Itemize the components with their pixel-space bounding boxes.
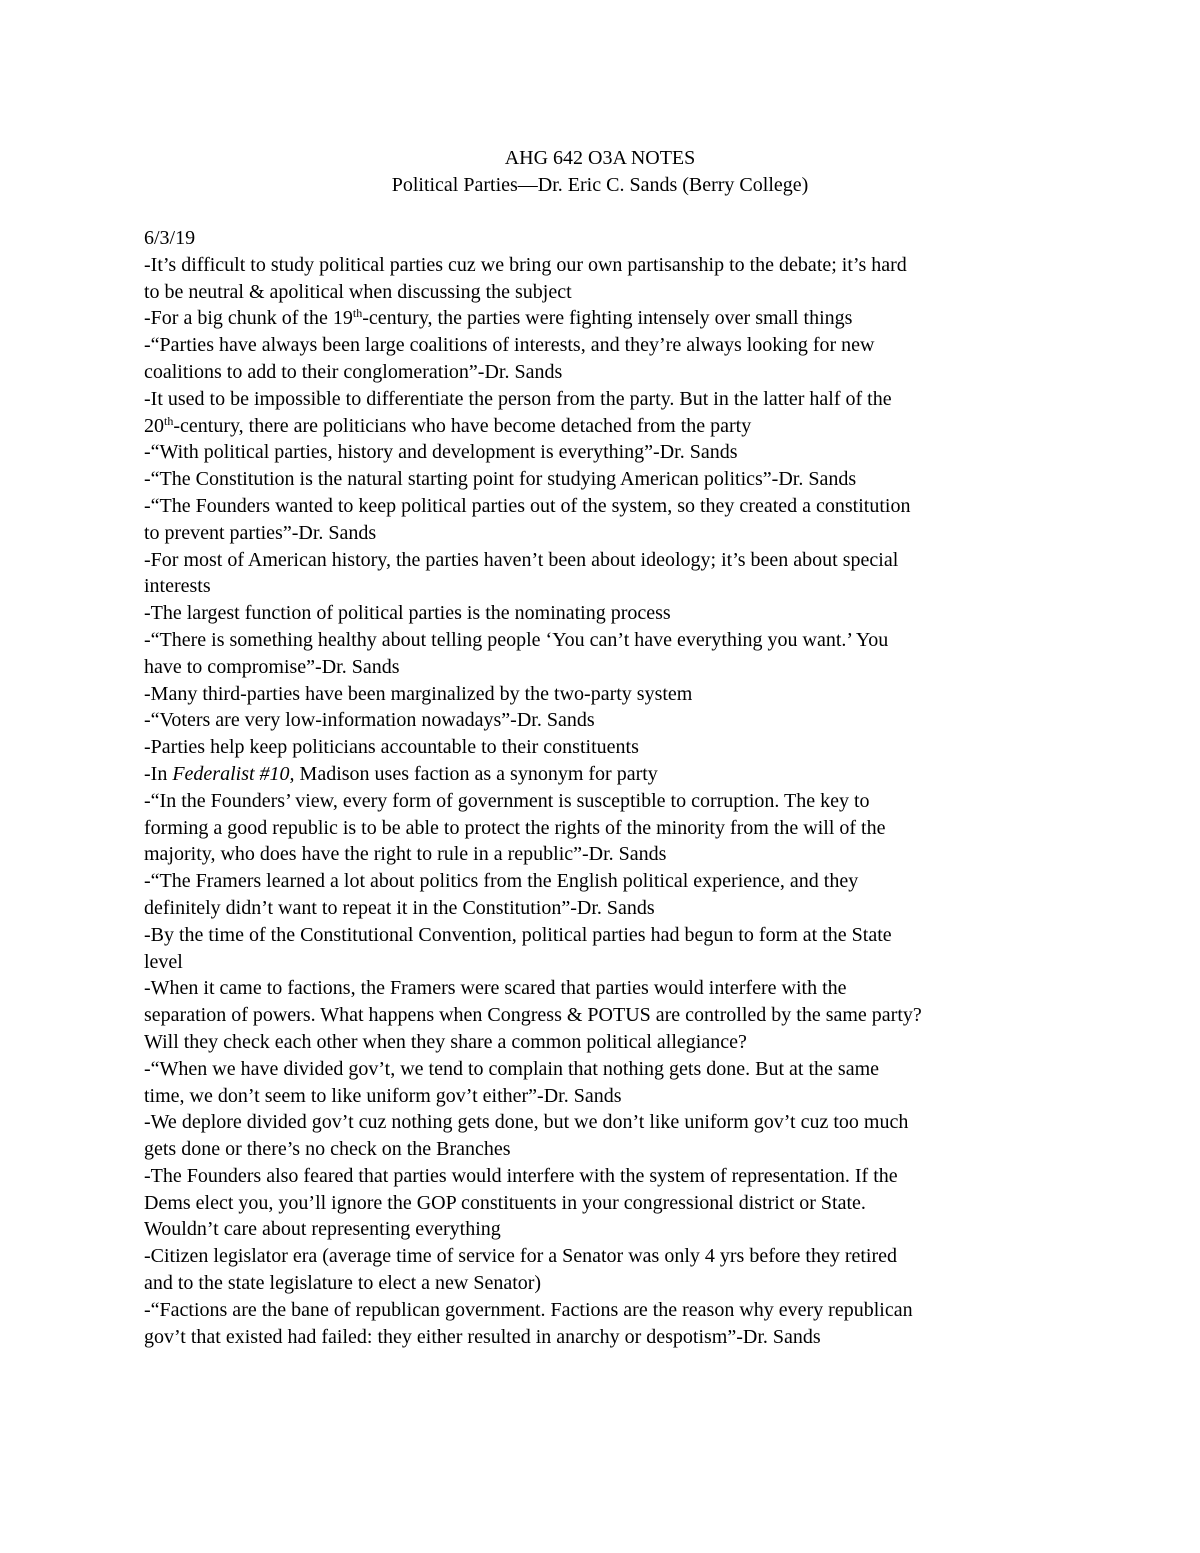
document-title: AHG 642 O3A NOTES bbox=[504, 147, 696, 169]
document-header bbox=[0, 145, 1200, 199]
italic-title: Federalist #10, bbox=[172, 762, 295, 785]
note-line: -It’s difficult to study political parties cuz we bring our own partisanship to the debate; it’s hard bbox=[144, 253, 907, 276]
note-line: Wouldn’t care about representing everything bbox=[144, 1218, 501, 1241]
note-line: Dems elect you, you’ll ignore the GOP constituents in your congressional district or State. bbox=[144, 1191, 866, 1214]
note-line: -“There is something healthy about telling people ‘You can’t have everything you want.’ You bbox=[144, 628, 889, 651]
note-line: -The largest function of political parties is the nominating process bbox=[144, 602, 671, 625]
note-line: and to the state legislature to elect a new Senator) bbox=[144, 1272, 542, 1295]
note-line: -The Founders also feared that parties would interfere with the system of representation. If the bbox=[144, 1164, 898, 1187]
note-text: -For a big chunk of the 19 bbox=[144, 307, 353, 330]
note-line: forming a good republic is to be able to protect the rights of the minority from the will of the bbox=[144, 816, 886, 839]
note-line: -Many third-parties have been marginalized by the two-party system bbox=[144, 682, 693, 705]
note-line: gov’t that existed had failed: they either resulted in anarchy or despotism”-Dr. Sands bbox=[144, 1325, 821, 1348]
note-text: -century, there are politicians who have become detached from the party bbox=[173, 414, 752, 437]
notes-date: 6/3/19 bbox=[144, 227, 196, 249]
note-line: -“The Founders wanted to keep political parties out of the system, so they created a constitution bbox=[144, 494, 911, 517]
note-line: interests bbox=[144, 575, 211, 598]
note-line: definitely didn’t want to repeat it in the Constitution”-Dr. Sands bbox=[144, 896, 655, 919]
note-line: to be neutral & apolitical when discussing the subject bbox=[144, 280, 572, 303]
note-line: separation of powers. What happens when Congress & POTUS are controlled by the same party? bbox=[144, 1004, 922, 1027]
ordinal-superscript: th bbox=[352, 306, 363, 321]
note-line: time, we don’t seem to like uniform gov’t either”-Dr. Sands bbox=[144, 1084, 622, 1107]
note-line: -“The Constitution is the natural starting point for studying American politics”-Dr. Sands bbox=[144, 468, 857, 491]
note-line: -Citizen legislator era (average time of service for a Senator was only 4 yrs before they retired bbox=[144, 1245, 898, 1268]
note-text: 20 bbox=[144, 414, 164, 437]
note-line bbox=[144, 305, 1056, 332]
note-line: -“The Framers learned a lot about politics from the English political experience, and they bbox=[144, 870, 859, 893]
note-line bbox=[144, 413, 1056, 440]
note-line: -By the time of the Constitutional Convention, political parties had begun to form at the State bbox=[144, 923, 892, 946]
note-line: coalitions to add to their conglomeration”-Dr. Sands bbox=[144, 360, 563, 383]
note-line bbox=[144, 761, 1056, 788]
note-line: to prevent parties”-Dr. Sands bbox=[144, 521, 377, 544]
note-line: Will they check each other when they share a common political allegiance? bbox=[144, 1030, 747, 1053]
note-line: -“Voters are very low-information nowadays”-Dr. Sands bbox=[144, 709, 595, 732]
document-subtitle: Political Parties—Dr. Eric C. Sands (Berry College) bbox=[391, 173, 809, 196]
note-line: -“In the Founders’ view, every form of government is susceptible to corruption. The key to bbox=[144, 789, 870, 812]
note-line: -We deplore divided gov’t cuz nothing gets done, but we don’t like uniform gov’t cuz too much bbox=[144, 1111, 909, 1134]
note-line: level bbox=[144, 950, 183, 973]
note-text: -century, the parties were fighting intensely over small things bbox=[362, 307, 853, 330]
note-line: -“Factions are the bane of republican government. Factions are the reason why every republican bbox=[144, 1298, 913, 1321]
note-line: have to compromise”-Dr. Sands bbox=[144, 655, 400, 678]
note-line: -“Parties have always been large coalitions of interests, and they’re always looking for new bbox=[144, 334, 875, 357]
note-line: -“With political parties, history and development is everything”-Dr. Sands bbox=[144, 441, 738, 464]
note-line: majority, who does have the right to rule in a republic”-Dr. Sands bbox=[144, 843, 667, 866]
note-text: Madison uses faction as a synonym for party bbox=[294, 762, 658, 785]
note-line: -Parties help keep politicians accountable to their constituents bbox=[144, 736, 639, 759]
note-line: -It used to be impossible to differentiate the person from the party. But in the latter half of the bbox=[144, 387, 892, 410]
note-line: -For most of American history, the parties haven’t been about ideology; it’s been about special bbox=[144, 548, 899, 571]
ordinal-superscript: th bbox=[164, 413, 174, 428]
notes-body bbox=[144, 225, 1056, 1350]
note-line: gets done or there’s no check on the Branches bbox=[144, 1138, 511, 1161]
note-line: -“When we have divided gov’t, we tend to complain that nothing gets done. But at the same bbox=[144, 1057, 879, 1080]
note-text: -In bbox=[144, 762, 173, 785]
note-line: -When it came to factions, the Framers were scared that parties would interfere with the bbox=[144, 977, 847, 1000]
